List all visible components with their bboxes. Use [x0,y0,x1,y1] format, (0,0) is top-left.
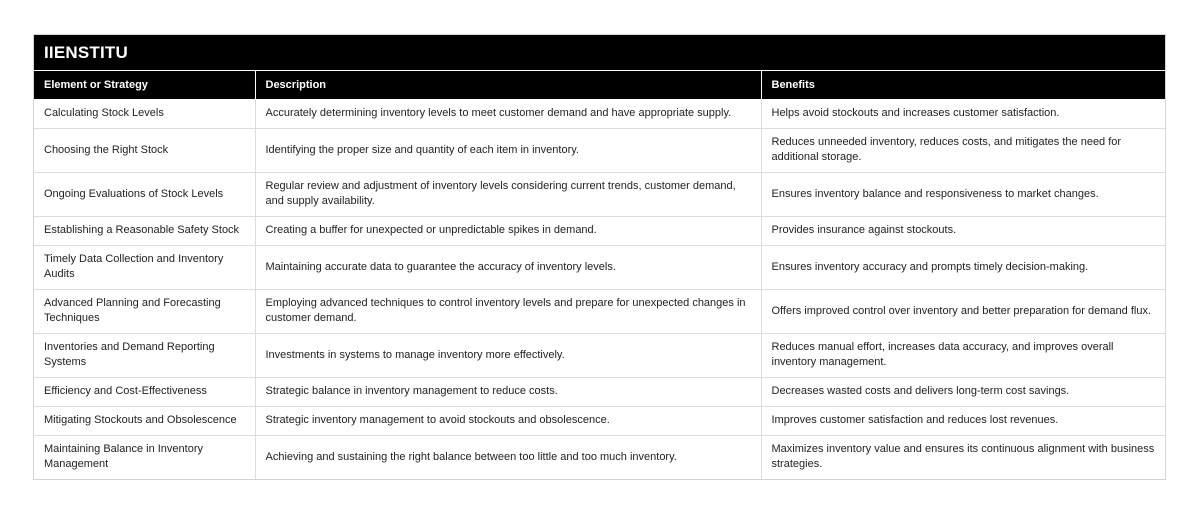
cell-element: Choosing the Right Stock [34,128,255,172]
cell-element: Efficiency and Cost-Effectiveness [34,377,255,406]
cell-element: Calculating Stock Levels [34,99,255,128]
cell-benefits: Decreases wasted costs and delivers long-term cost savings. [761,377,1165,406]
cell-description: Regular review and adjustment of inventory levels considering current trends, customer demand, and supply availability. [255,172,761,216]
cell-benefits: Offers improved control over inventory and better preparation for demand flux. [761,289,1165,333]
cell-description: Employing advanced techniques to control inventory levels and prepare for unexpected changes in customer demand. [255,289,761,333]
table-row [34,128,1165,172]
cell-element: Timely Data Collection and Inventory Audits [34,245,255,289]
cell-benefits: Maximizes inventory value and ensures its continuous alignment with business strategies. [761,435,1165,479]
cell-benefits: Reduces unneeded inventory, reduces costs, and mitigates the need for additional storage. [761,128,1165,172]
table-row [34,333,1165,377]
cell-benefits: Ensures inventory accuracy and prompts timely decision-making. [761,245,1165,289]
column-header-description: Description [255,71,761,99]
cell-benefits: Improves customer satisfaction and reduces lost revenues. [761,406,1165,435]
cell-description: Identifying the proper size and quantity of each item in inventory. [255,128,761,172]
cell-description: Investments in systems to manage inventory more effectively. [255,333,761,377]
cell-element: Ongoing Evaluations of Stock Levels [34,172,255,216]
cell-element: Inventories and Demand Reporting Systems [34,333,255,377]
table-row [34,406,1165,435]
strategy-table [34,71,1165,479]
cell-description: Accurately determining inventory levels to meet customer demand and have appropriate supply. [255,99,761,128]
table-row [34,172,1165,216]
cell-element: Maintaining Balance in Inventory Management [34,435,255,479]
table-row [34,245,1165,289]
brand-title: IIENSTITU [44,42,128,62]
table-row [34,435,1165,479]
cell-element: Advanced Planning and Forecasting Techniques [34,289,255,333]
table-header-row [34,71,1165,99]
cell-benefits: Provides insurance against stockouts. [761,216,1165,245]
cell-benefits: Ensures inventory balance and responsiveness to market changes. [761,172,1165,216]
cell-description: Strategic inventory management to avoid stockouts and obsolescence. [255,406,761,435]
strategy-table-container [33,34,1166,480]
cell-description: Creating a buffer for unexpected or unpredictable spikes in demand. [255,216,761,245]
column-header-benefits: Benefits [761,71,1165,99]
column-header-element: Element or Strategy [34,71,255,99]
cell-benefits: Helps avoid stockouts and increases customer satisfaction. [761,99,1165,128]
table-row [34,216,1165,245]
cell-element: Mitigating Stockouts and Obsolescence [34,406,255,435]
brand-header [34,35,1165,71]
table-row [34,377,1165,406]
cell-description: Achieving and sustaining the right balance between too little and too much inventory. [255,435,761,479]
table-row [34,289,1165,333]
cell-benefits: Reduces manual effort, increases data accuracy, and improves overall inventory management. [761,333,1165,377]
cell-description: Maintaining accurate data to guarantee the accuracy of inventory levels. [255,245,761,289]
table-row [34,99,1165,128]
cell-description: Strategic balance in inventory management to reduce costs. [255,377,761,406]
cell-element: Establishing a Reasonable Safety Stock [34,216,255,245]
